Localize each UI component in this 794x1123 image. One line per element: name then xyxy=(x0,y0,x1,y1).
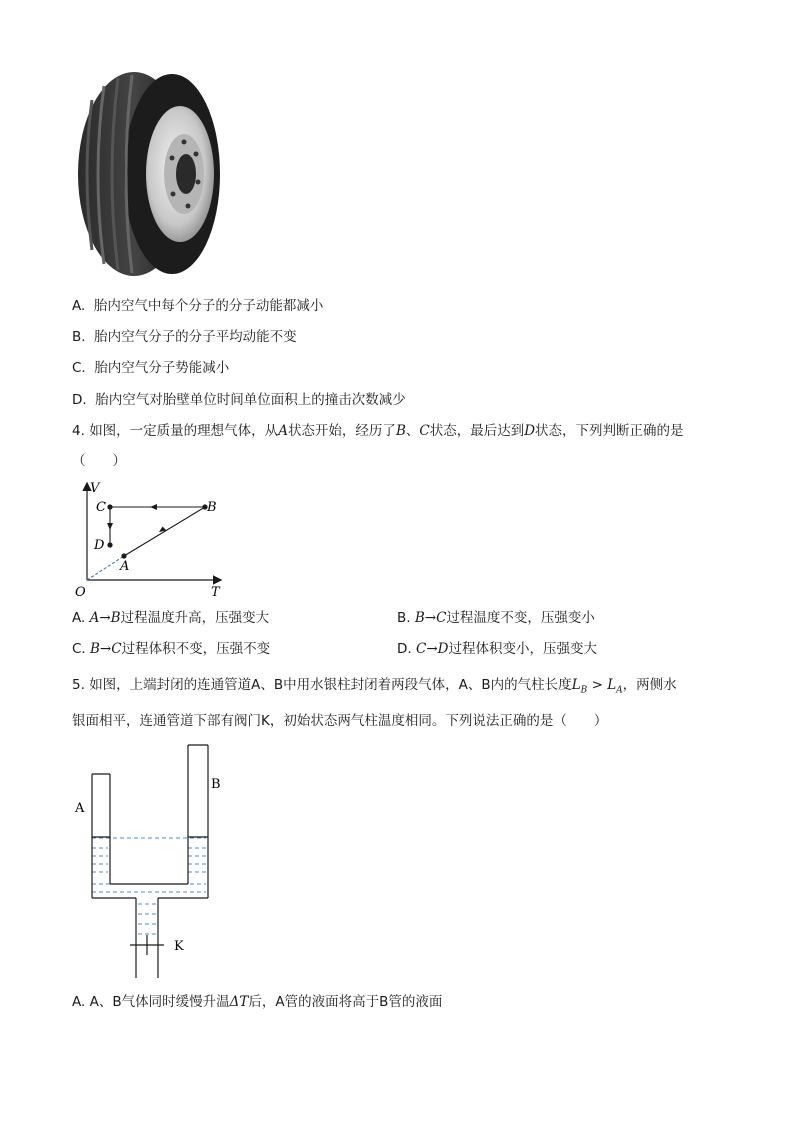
q3-option-a xyxy=(72,297,323,315)
q3-option-c-text: 胎内空气分子势能减小 xyxy=(94,360,230,376)
q3-option-a-text: 胎内空气中每个分子的分子动能都减小 xyxy=(93,298,324,314)
q4-option-d-text: 过程体积变小，压强变大 xyxy=(448,641,597,657)
valve-k xyxy=(130,935,164,955)
point-c-label: C xyxy=(96,500,106,515)
q4-number: 4. xyxy=(72,423,85,439)
arrow-c-d xyxy=(107,523,113,530)
q5-option-a-text: A、B气体同时缓慢升温 xyxy=(89,994,230,1010)
q4-option-a-label: A. xyxy=(72,610,86,626)
point-c-dot xyxy=(107,504,112,509)
q4-option-c-text: 过程体积不变，压强不变 xyxy=(121,641,271,657)
q4-stem-var-d: D xyxy=(524,423,536,439)
q4-stem-part: 状态开始，经历了 xyxy=(287,423,396,439)
tire-image xyxy=(72,70,222,280)
q3-option-b xyxy=(72,328,297,346)
q5-number: 5. xyxy=(72,677,85,693)
q5-length-b-sub: B xyxy=(580,685,588,696)
q5-option-a xyxy=(72,993,442,1011)
point-d-dot xyxy=(107,542,112,547)
q4-stem-var-c: C xyxy=(419,423,430,439)
mercury-levels xyxy=(92,838,206,934)
q4-stem xyxy=(72,422,684,440)
axis-t-label: T xyxy=(211,585,220,600)
arrow-b-c xyxy=(150,504,157,510)
point-d-label: D xyxy=(94,538,105,553)
q4-stem-var-b: B xyxy=(395,423,406,439)
q3-option-a-label: A. xyxy=(72,298,86,314)
q4-option-b-process: B→C xyxy=(414,610,447,626)
q5-length-a-sub: A xyxy=(616,685,623,696)
tube-walls xyxy=(92,745,208,978)
point-a-label: A xyxy=(120,559,130,574)
wheel-rim xyxy=(146,106,214,242)
tube-b-label: B xyxy=(211,777,221,792)
q3-option-d xyxy=(72,391,406,409)
q4-option-b-text: 过程温度不变，压强变小 xyxy=(446,610,595,626)
q4-stem-part: 、 xyxy=(405,423,420,439)
q4-option-c-process: B→C xyxy=(90,641,122,657)
q4-option-b-label: B. xyxy=(397,610,411,626)
q4-stem-part: 状态，最后达到 xyxy=(429,423,525,439)
q5-stem-line1 xyxy=(72,676,677,700)
q4-option-b xyxy=(397,609,595,627)
q5-length-a: L xyxy=(607,677,617,693)
q4-option-a-process: A→B xyxy=(89,610,121,626)
process-a-b xyxy=(124,507,205,556)
point-a-dot xyxy=(121,553,126,558)
q5-delta-t: ΔT xyxy=(229,994,249,1010)
q4-option-a xyxy=(72,609,269,627)
q5-option-a-text: 后，A管的液面将高于B管的液面 xyxy=(248,994,443,1010)
q4-option-d xyxy=(397,640,597,658)
q4-stem-part: 如图，一定质量的理想气体，从 xyxy=(89,423,279,439)
q5-stem-part: ，两侧水 xyxy=(622,677,677,693)
q3-option-d-text: 胎内空气对胎壁单位时间单位面积上的撞击次数减少 xyxy=(95,392,406,408)
q5-length-b: L xyxy=(571,677,581,693)
q4-answer-paren: （ ） xyxy=(72,453,126,469)
q4-stem-part: 状态，下列判断正确的是 xyxy=(535,423,684,439)
q4-stem-var-a: A xyxy=(278,423,288,439)
dashed-extension xyxy=(87,556,124,580)
q3-option-b-label: B. xyxy=(72,329,86,345)
origin-label: O xyxy=(75,585,86,600)
q3-option-b-text: 胎内空气分子的分子平均动能不变 xyxy=(94,329,297,345)
q5-stem-line2: 银面相平，连通管道下部有阀门K，初始状态两气柱温度相同。下列说法正确的是（ ） xyxy=(72,713,608,729)
q4-option-d-label: D. xyxy=(397,641,412,657)
tube-a-label: A xyxy=(75,801,85,816)
q3-option-d-label: D. xyxy=(72,392,87,408)
q5-greater-than: > xyxy=(587,677,608,693)
q4-option-c xyxy=(72,640,270,658)
q4-option-c-label: C. xyxy=(72,641,86,657)
q4-option-a-text: 过程温度升高，压强变大 xyxy=(120,610,270,626)
q5-option-a-label: A. xyxy=(72,994,86,1010)
q5-stem-part: 如图，上端封闭的连通管道A、B中用水银柱封闭着两段气体，A、B内的气柱长度 xyxy=(89,677,572,693)
q4-vt-graph xyxy=(70,478,240,600)
q3-option-c-label: C. xyxy=(72,360,86,376)
q5-u-tube-diagram xyxy=(70,740,240,982)
axis-v-label: V xyxy=(90,481,100,496)
valve-k-label: K xyxy=(174,939,184,954)
point-b-label: B xyxy=(207,500,217,515)
q3-option-c xyxy=(72,359,229,377)
q4-option-d-process: C→D xyxy=(415,641,449,657)
